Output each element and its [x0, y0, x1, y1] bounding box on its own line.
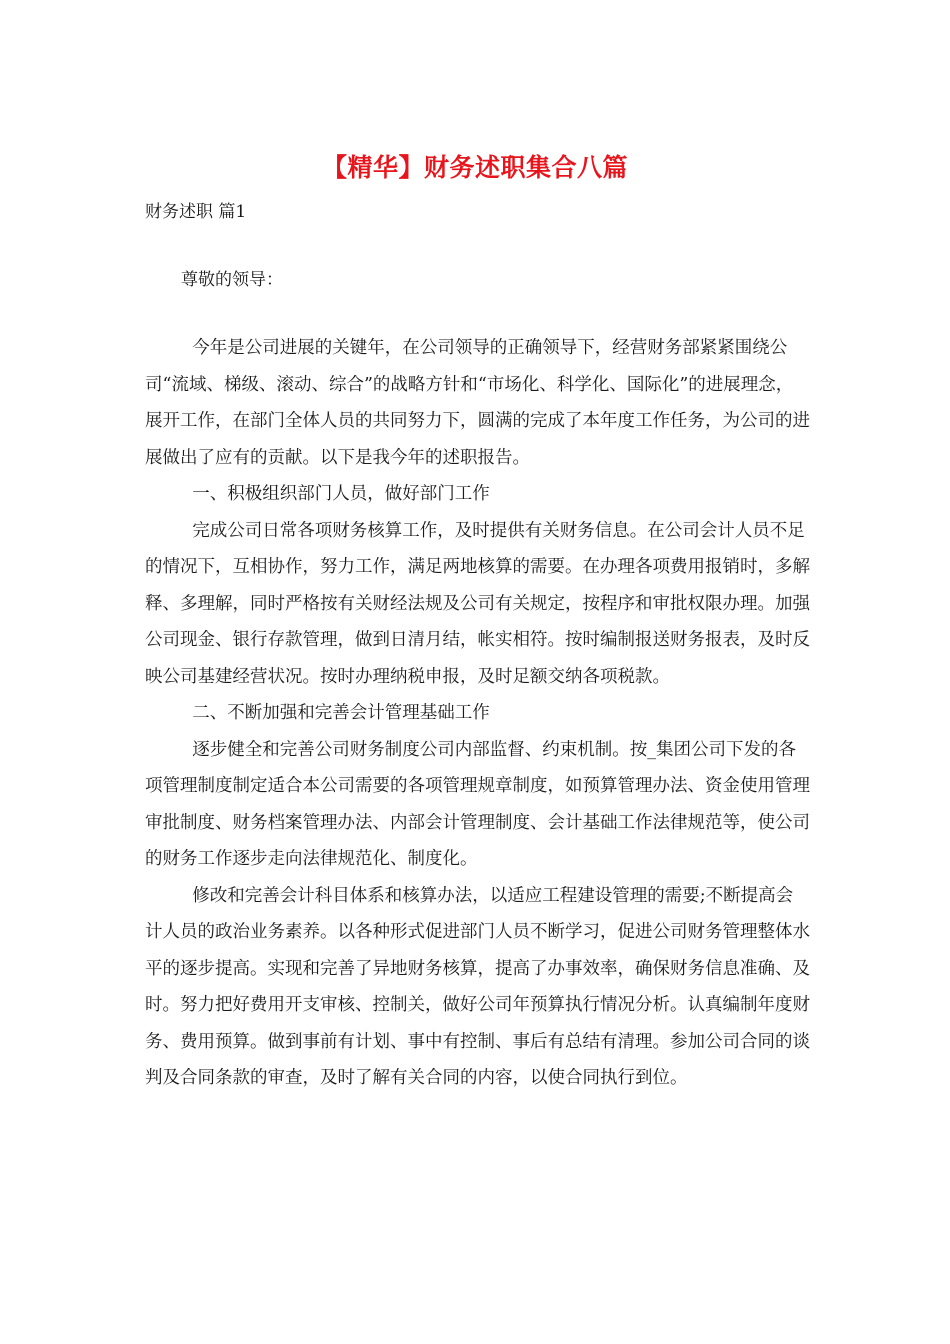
section-subtitle: 财务述职 篇1: [145, 202, 247, 222]
paragraph-section-1: 完成公司日常各项财务核算工作，及时提供有关财务信息。在公司会计人员不足的情况下，互相协作，努力工作，满足两地核算的需要。在办理各项费用报销时，多解释、多理解，同时严格按有关财经法规及公司有关规定，按程序和审批权限办理。加强公司现金、银行存款管理，做到日清月结，帐实相符。按时编制报送财务报表，及时反映公司基建经营状况。按时办理纳税申报，及时足额交纳各项税款。: [145, 520, 810, 687]
salutation: 尊敬的领导：: [181, 270, 283, 290]
document-body: [145, 330, 810, 1097]
section-heading-2: 二、不断加强和完善会计管理基础工作: [192, 703, 490, 723]
paragraph-intro: 今年是公司进展的关键年，在公司领导的正确领导下，经营财务部紧紧围绕公司“流域、梯级、滚动、综合”的战略方针和“市场化、科学化、国际化”的进展理念，展开工作，在部门全体人员的共同努力下，圆满的完成了本年度工作任务，为公司的进展做出了应有的贡献。以下是我今年的述职报告。: [145, 338, 810, 468]
paragraph-section-2b: 修改和完善会计科目体系和核算办法，以适应工程建设管理的需要;不断提高会计人员的政治业务素养。以各种形式促进部门人员不断学习，促进公司财务管理整体水平的逐步提高。实现和完善了异地财务核算，提高了办事效率，确保财务信息准确、及时。努力把好费用开支审核、控制关，做好公司年预算执行情况分析。认真编制年度财务、费用预算。做到事前有计划、事中有控制、事后有总结有清理。参加公司合同的谈判及合同条款的审查，及时了解有关合同的内容，以使合同执行到位。: [145, 885, 810, 1088]
paragraph-section-2a: 逐步健全和完善公司财务制度公司内部监督、约束机制。按_集团公司下发的各项管理制度制定适合本公司需要的各项管理规章制度，如预算管理办法、资金使用管理审批制度、财务档案管理办法、内部会计管理制度、会计基础工作法律规范等，使公司的财务工作逐步走向法律规范化、制度化。: [145, 739, 810, 869]
document-title: 【精华】财务述职集合八篇: [321, 153, 628, 182]
section-heading-1: 一、积极组织部门人员，做好部门工作: [192, 484, 490, 504]
